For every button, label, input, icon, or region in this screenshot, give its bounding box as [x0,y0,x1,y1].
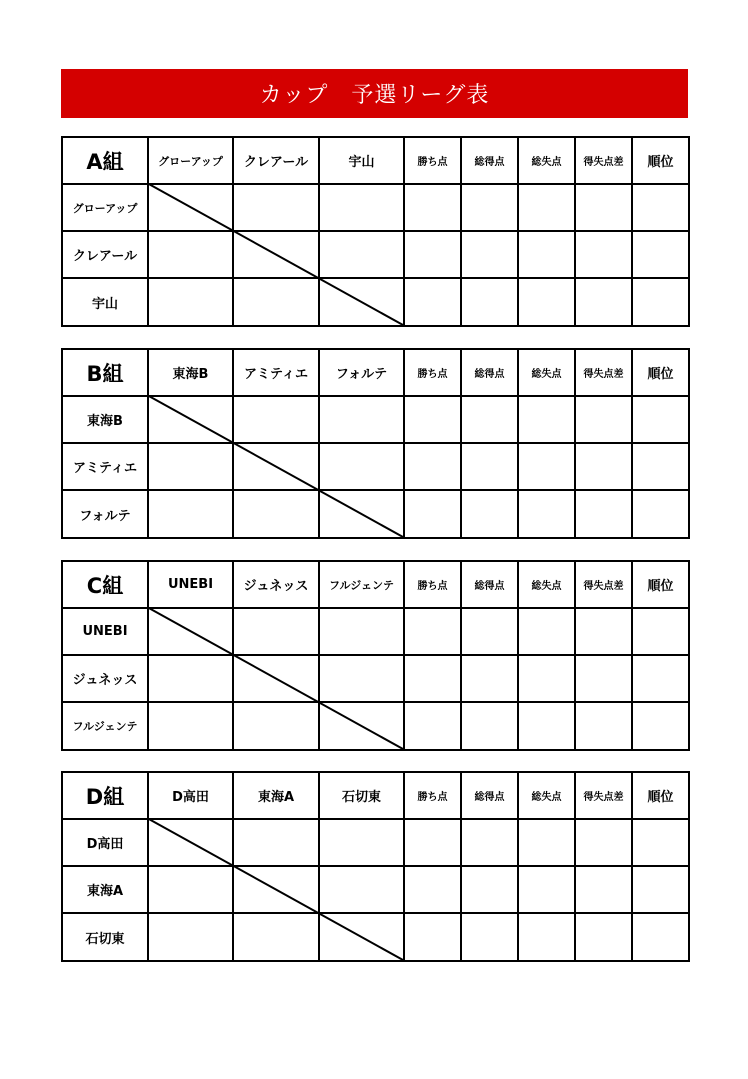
goals-for-cell [461,655,518,702]
group-a-table [61,136,688,325]
points-cell [404,184,461,231]
rank-cell [632,702,689,750]
points-header: 勝ち点 [404,137,461,184]
result-cell [319,396,404,443]
goal-difference-cell [575,655,632,702]
self-match-cell [319,278,404,326]
result-cell [233,278,319,326]
goal-difference-header: 得失点差 [575,349,632,396]
result-cell [148,913,233,961]
team-column-header: 東海B [148,349,233,396]
goals-for-cell [461,278,518,326]
self-match-cell [233,655,319,702]
points-cell [404,278,461,326]
group-label: A組 [62,137,148,184]
team-row-header: 東海B [62,396,148,443]
rank-cell [632,184,689,231]
points-cell [404,231,461,278]
self-match-cell [319,702,404,750]
page-title: カップ 予選リーグ表 [61,69,688,118]
goals-against-cell [518,184,575,231]
goals-for-cell [461,913,518,961]
group-label: C組 [62,561,148,608]
points-cell [404,396,461,443]
goals-for-cell [461,443,518,490]
rank-cell [632,655,689,702]
team-row-header: 石切東 [62,913,148,961]
goal-difference-cell [575,184,632,231]
goals-against-header: 総失点 [518,349,575,396]
goals-against-cell [518,819,575,866]
rank-header: 順位 [632,772,689,819]
group-b-table [61,348,688,537]
self-match-cell [148,819,233,866]
goals-for-header: 総得点 [461,137,518,184]
goals-for-header: 総得点 [461,349,518,396]
team-column-header: フォルテ [319,349,404,396]
result-cell [233,913,319,961]
goals-for-header: 総得点 [461,561,518,608]
points-cell [404,608,461,655]
goals-for-cell [461,231,518,278]
result-cell [319,819,404,866]
goals-for-cell [461,396,518,443]
self-match-cell [319,490,404,538]
goals-against-header: 総失点 [518,772,575,819]
group-d-table [61,771,688,960]
goals-for-cell [461,608,518,655]
rank-cell [632,278,689,326]
team-column-header: フルジェンテ [319,561,404,608]
result-cell [233,819,319,866]
self-match-cell [148,608,233,655]
result-cell [148,866,233,913]
team-column-header: アミティエ [233,349,319,396]
team-row-header: D高田 [62,819,148,866]
goal-difference-cell [575,913,632,961]
self-match-cell [233,866,319,913]
goal-difference-cell [575,490,632,538]
result-cell [148,490,233,538]
team-row-header: ジュネッス [62,655,148,702]
points-cell [404,443,461,490]
goal-difference-cell [575,396,632,443]
goals-against-cell [518,655,575,702]
goals-against-cell [518,443,575,490]
result-cell [319,443,404,490]
points-cell [404,819,461,866]
team-column-header: UNEBI [148,561,233,608]
goal-difference-header: 得失点差 [575,561,632,608]
goals-against-cell [518,702,575,750]
result-cell [148,443,233,490]
points-cell [404,490,461,538]
team-column-header: 宇山 [319,137,404,184]
points-header: 勝ち点 [404,772,461,819]
goal-difference-cell [575,278,632,326]
rank-cell [632,443,689,490]
result-cell [148,655,233,702]
rank-cell [632,913,689,961]
points-header: 勝ち点 [404,561,461,608]
team-row-header: 東海A [62,866,148,913]
goals-against-header: 総失点 [518,137,575,184]
group-label: D組 [62,772,148,819]
team-row-header: アミティエ [62,443,148,490]
rank-header: 順位 [632,137,689,184]
goals-against-cell [518,231,575,278]
goals-against-cell [518,913,575,961]
goals-against-cell [518,608,575,655]
goal-difference-cell [575,608,632,655]
rank-cell [632,866,689,913]
goal-difference-cell [575,231,632,278]
goals-for-cell [461,866,518,913]
team-column-header: クレアール [233,137,319,184]
team-row-header: フォルテ [62,490,148,538]
self-match-cell [233,443,319,490]
goals-for-cell [461,490,518,538]
result-cell [233,396,319,443]
rank-cell [632,231,689,278]
team-row-header: クレアール [62,231,148,278]
self-match-cell [319,913,404,961]
result-cell [319,608,404,655]
rank-header: 順位 [632,349,689,396]
result-cell [319,866,404,913]
self-match-cell [148,184,233,231]
result-cell [319,184,404,231]
team-row-header: フルジェンテ [62,702,148,750]
team-column-header: グローアップ [148,137,233,184]
goals-for-header: 総得点 [461,772,518,819]
team-column-header: 石切東 [319,772,404,819]
result-cell [148,702,233,750]
self-match-cell [148,396,233,443]
rank-cell [632,490,689,538]
goal-difference-header: 得失点差 [575,137,632,184]
team-column-header: D高田 [148,772,233,819]
result-cell [148,278,233,326]
goal-difference-cell [575,702,632,750]
result-cell [319,655,404,702]
rank-cell [632,819,689,866]
goals-for-cell [461,184,518,231]
goal-difference-cell [575,443,632,490]
rank-cell [632,608,689,655]
goals-for-cell [461,819,518,866]
goals-against-cell [518,490,575,538]
group-c-table [61,560,688,749]
points-cell [404,913,461,961]
group-label: B組 [62,349,148,396]
team-row-header: UNEBI [62,608,148,655]
goal-difference-cell [575,866,632,913]
self-match-cell [233,231,319,278]
goal-difference-header: 得失点差 [575,772,632,819]
goals-for-cell [461,702,518,750]
result-cell [148,231,233,278]
goals-against-cell [518,278,575,326]
points-cell [404,702,461,750]
rank-cell [632,396,689,443]
team-column-header: 東海A [233,772,319,819]
result-cell [233,490,319,538]
team-row-header: グローアップ [62,184,148,231]
points-cell [404,866,461,913]
result-cell [233,702,319,750]
points-header: 勝ち点 [404,349,461,396]
goals-against-cell [518,396,575,443]
points-cell [404,655,461,702]
goals-against-cell [518,866,575,913]
rank-header: 順位 [632,561,689,608]
goal-difference-cell [575,819,632,866]
team-column-header: ジュネッス [233,561,319,608]
result-cell [233,184,319,231]
team-row-header: 宇山 [62,278,148,326]
result-cell [233,608,319,655]
goals-against-header: 総失点 [518,561,575,608]
result-cell [319,231,404,278]
